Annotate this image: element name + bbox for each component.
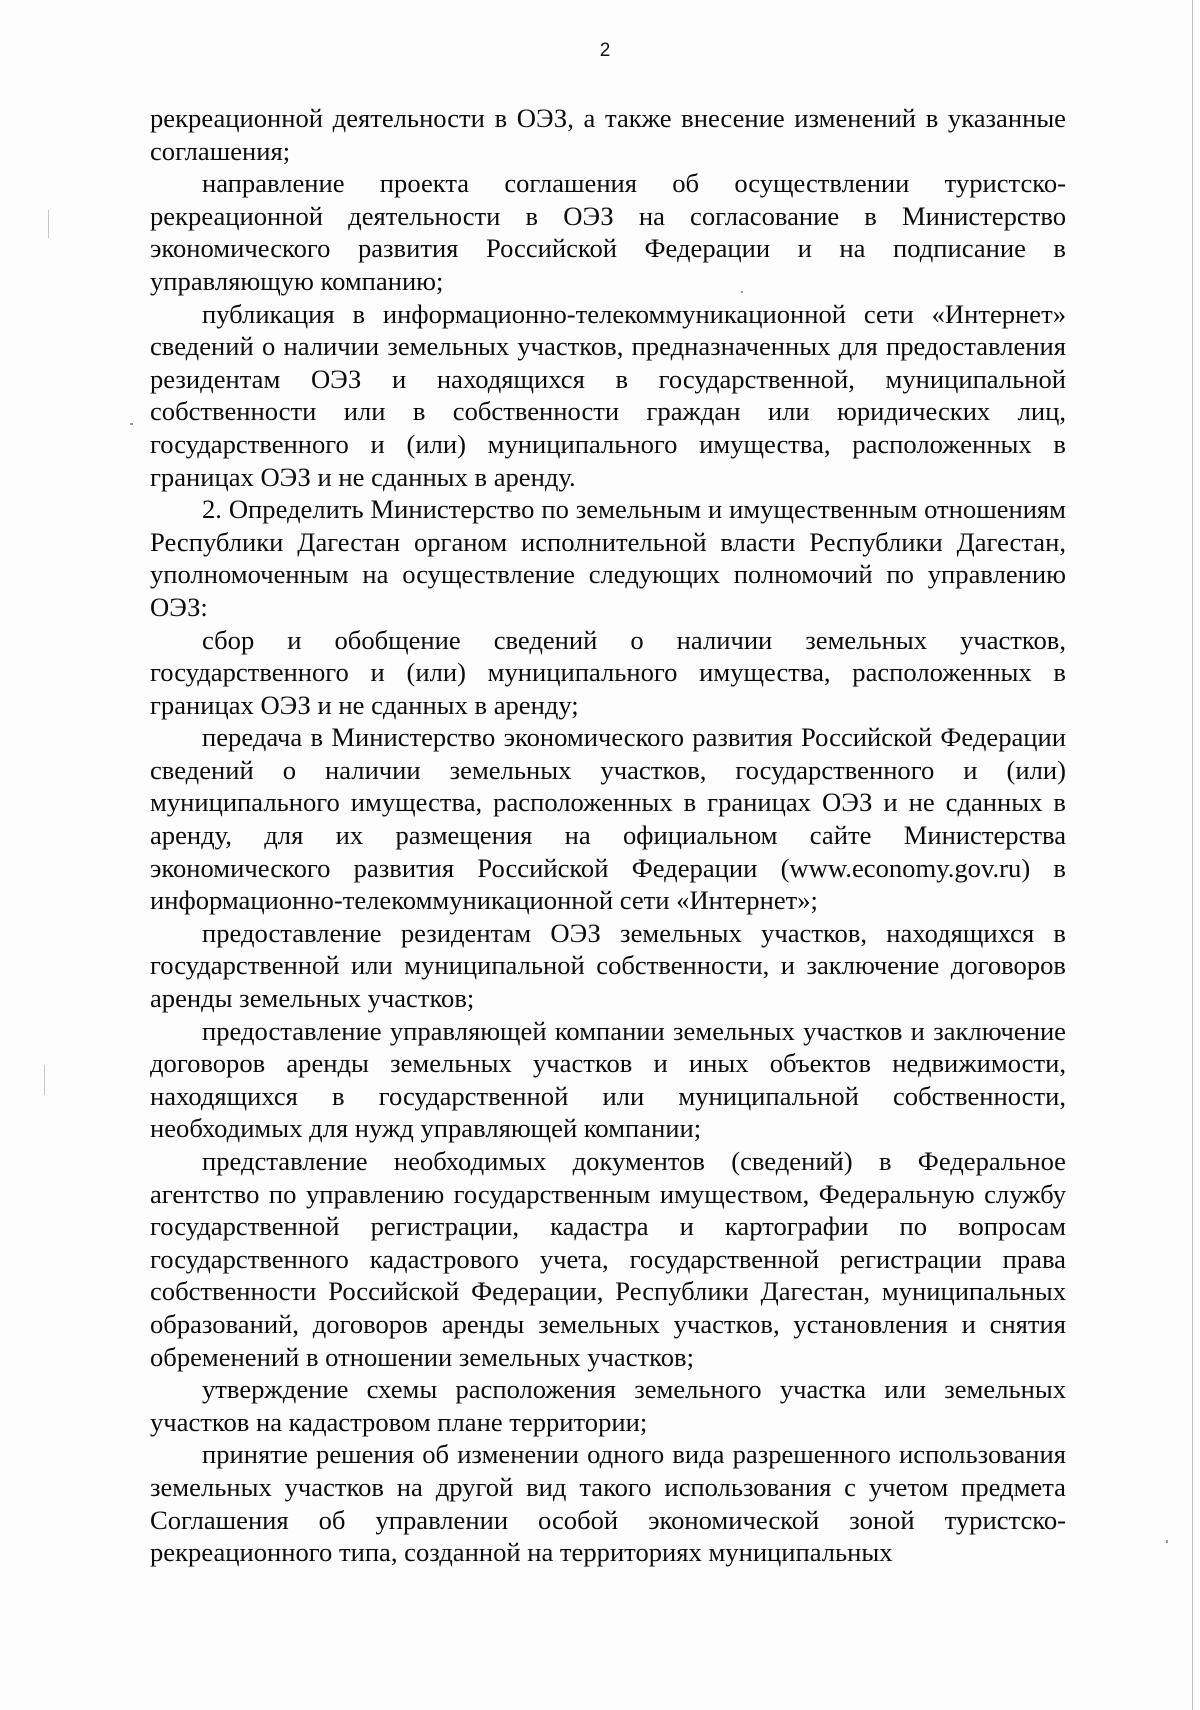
scan-dot <box>130 423 133 425</box>
paragraph: сбор и обобщение сведений о наличии земельных участков, государственного и (или) муниципального имущества, расположенных в границах ОЭЗ и не сданных в аренду; <box>150 624 1066 720</box>
paragraph: предоставление управляющей компании земельных участков и заключение договоров аренды земельных участков и иных объектов недвижимости, находящихся в государственной или муниципальной собственности, необходимых для нужд управляющей компании; <box>150 1015 1066 1144</box>
scan-dot <box>44 1065 45 1095</box>
paragraph: предоставление резидентам ОЭЗ земельных участков, находящихся в государственной или муниципальной собственности, и заключение договоров аренды земельных участков; <box>150 917 1066 1014</box>
paragraph: утверждение схемы расположения земельного участка или земельных участков на кадастровом плане территории; <box>150 1374 1066 1437</box>
paragraph: публикация в информационно-телекоммуникационной сети «Интернет» сведений о наличии земельных участков, предназначенных для предоставления резидентам ОЭЗ и находящихся в государственной, муниципальной собственности или в собственности граждан или юридических лиц, государственного и (или) муниципального имущества, расположенных в границах ОЭЗ и не сданных в аренду. <box>150 298 1066 492</box>
scan-edge-line <box>1192 0 1193 1710</box>
paragraph: передача в Министерство экономического развития Российской Федерации сведений о наличии земельных участков, государственного и (или) муниципального имущества, расположенных в границах ОЭЗ и не сданных в аренду, для их размещения на официальном сайте Министерства экономического развития Российской Федерации (www.economy.gov.ru) в информационно-телекоммуникационной сети «Интернет»; <box>150 722 1066 916</box>
paragraph: представление необходимых документов (сведений) в Федеральное агентство по управлению государственным имуществом, Федеральную службу государственной регистрации, кадастра и картографии по вопросам государственного кадастрового учета, государственной регистрации права собственности Российской Федерации, Республики Дагестан, муниципальных образований, договоров аренды земельных участков, установления и снятия обременений в отношении земельных участков; <box>150 1146 1066 1372</box>
document-body <box>150 102 1066 1569</box>
paragraph: направление проекта соглашения об осуществлении туристско-рекреационной деятельности в ОЭЗ на согласование в Министерство экономического развития Российской Федерации и на подписание в управляющую компанию; <box>150 168 1066 296</box>
paragraph: 2. Определить Министерство по земельным и имущественным отношениям Республики Дагестан органом исполнительной власти Республики Дагестан, уполномоченным на осуществление следующих полномочий по управлению ОЭЗ: <box>150 494 1066 622</box>
page-number: 2 <box>599 40 611 61</box>
scan-dot <box>1166 1540 1168 1543</box>
paragraph: принятие решения об изменении одного вида разрешенного использования земельных участков на другой вид такого использования с учетом предмета Соглашения об управлении особой экономической зоной туристско-рекреационного типа, созданной на территориях муниципальных <box>150 1439 1066 1568</box>
paragraph: рекреационной деятельности в ОЭЗ, а также внесение изменений в указанные соглашения; <box>150 103 1066 166</box>
scan-dot <box>48 210 49 238</box>
